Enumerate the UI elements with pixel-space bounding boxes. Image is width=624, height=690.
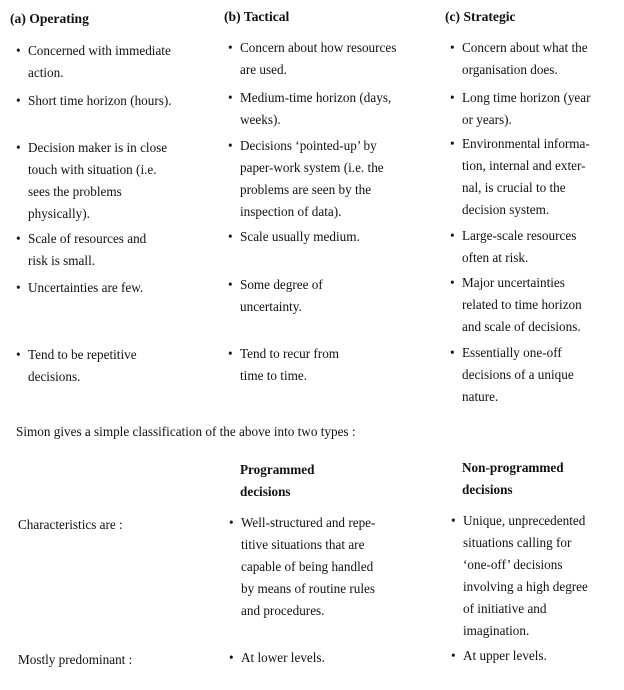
item-line: related to time horizon	[462, 297, 582, 312]
item-line: paper-work system (i.e. the	[240, 160, 384, 175]
characteristics-label: Characteristics are :	[18, 517, 123, 532]
bullet-icon: •	[229, 650, 234, 665]
item-line: sees the problems	[28, 184, 122, 199]
operating-item	[16, 90, 216, 112]
operating-item	[16, 40, 216, 84]
item-line: and scale of decisions.	[462, 319, 581, 334]
simon-intro: Simon gives a simple classification of the above into two types :	[16, 424, 356, 439]
item-line: At upper levels.	[463, 648, 547, 663]
bullet-icon: •	[16, 347, 21, 362]
item-line: inspection of data).	[240, 204, 342, 219]
programmed-predominant	[229, 647, 419, 669]
bullet-icon: •	[450, 90, 455, 105]
strategic-item	[450, 225, 618, 269]
bullet-icon: •	[16, 93, 21, 108]
item-line: Scale usually medium.	[240, 229, 360, 244]
item-line: organisation does.	[462, 62, 558, 77]
item-line: weeks).	[240, 112, 281, 127]
strategic-item	[450, 133, 618, 221]
item-line: involving a high degree	[463, 579, 588, 594]
header-line: decisions	[240, 484, 291, 499]
item-line: Long time horizon (year	[462, 90, 591, 105]
bullet-icon: •	[450, 228, 455, 243]
non-programmed-header	[462, 457, 564, 501]
item-line: Short time horizon (hours).	[28, 93, 172, 108]
bullet-icon: •	[228, 40, 233, 55]
item-line: tion, internal and exter-	[462, 158, 586, 173]
item-line: Large-scale resources	[462, 228, 577, 243]
item-line: imagination.	[463, 623, 530, 638]
item-line: situations calling for	[463, 535, 572, 550]
item-line: decision system.	[462, 202, 550, 217]
header-line: Programmed	[240, 462, 315, 477]
item-line: Concern about what the	[462, 40, 588, 55]
item-line: Concern about how resources	[240, 40, 397, 55]
tactical-item	[228, 135, 418, 223]
item-line: problems are seen by the	[240, 182, 372, 197]
bullet-icon: •	[450, 136, 455, 151]
item-line: of initiative and	[463, 601, 547, 616]
bullet-icon: •	[228, 138, 233, 153]
item-line: Some degree of	[240, 277, 323, 292]
item-line: touch with situation (i.e.	[28, 162, 157, 177]
header-line: Non-programmed	[462, 460, 564, 475]
heading-operating: (a) Operating	[10, 11, 89, 26]
item-line: by means of routine rules	[241, 581, 376, 596]
tactical-item	[228, 274, 418, 318]
item-line: titive situations that are	[241, 537, 365, 552]
programmed-characteristics	[229, 512, 419, 622]
item-line: action.	[28, 65, 64, 80]
item-line: nal, is crucial to the	[462, 180, 566, 195]
bullet-icon: •	[228, 90, 233, 105]
non-programmed-characteristics	[451, 510, 619, 642]
strategic-item	[450, 272, 618, 338]
item-line: decisions of a unique	[462, 367, 574, 382]
item-line: capable of being handled	[241, 559, 374, 574]
item-line: are used.	[240, 62, 287, 77]
header-line: decisions	[462, 482, 513, 497]
bullet-icon: •	[16, 280, 21, 295]
operating-item	[16, 228, 216, 272]
programmed-header	[240, 459, 314, 503]
item-line: Environmental informa-	[462, 136, 590, 151]
item-line: Tend to be repetitive	[28, 347, 137, 362]
bullet-icon: •	[16, 43, 21, 58]
bullet-icon: •	[450, 345, 455, 360]
bullet-icon: •	[450, 275, 455, 290]
bullet-icon: •	[228, 229, 233, 244]
strategic-item	[450, 87, 618, 131]
bullet-icon: •	[451, 648, 456, 663]
tactical-item	[228, 226, 418, 248]
item-line: uncertainty.	[240, 299, 302, 314]
heading-tactical: (b) Tactical	[224, 9, 290, 24]
item-line: Well-structured and repe-	[241, 515, 376, 530]
bullet-icon: •	[229, 515, 234, 530]
tactical-item	[228, 87, 418, 131]
tactical-item	[228, 37, 418, 81]
bullet-icon: •	[228, 277, 233, 292]
operating-item	[16, 277, 216, 299]
bullet-icon: •	[451, 513, 456, 528]
item-line: Uncertainties are few.	[28, 280, 144, 295]
item-line: Tend to recur from	[240, 346, 340, 361]
heading-strategic: (c) Strategic	[445, 9, 516, 24]
item-line: Decisions ‘pointed-up’ by	[240, 138, 377, 153]
item-line: Decision maker is in close	[28, 140, 168, 155]
item-line: ‘one-off’ decisions	[463, 557, 563, 572]
item-line: Unique, unprecedented	[463, 513, 586, 528]
item-line: and procedures.	[241, 603, 325, 618]
item-line: often at risk.	[462, 250, 529, 265]
bullet-icon: •	[16, 140, 21, 155]
item-line: time to time.	[240, 368, 308, 383]
operating-item	[16, 344, 216, 388]
non-programmed-predominant	[451, 645, 619, 667]
item-line: Essentially one-off	[462, 345, 562, 360]
item-line: or years).	[462, 112, 512, 127]
item-line: physically).	[28, 206, 90, 221]
item-line: nature.	[462, 389, 499, 404]
item-line: Concerned with immediate	[28, 43, 171, 58]
predominant-label: Mostly predominant :	[18, 652, 133, 667]
operating-item	[16, 137, 216, 225]
item-line: At lower levels.	[241, 650, 325, 665]
strategic-item	[450, 37, 618, 81]
bullet-icon: •	[450, 40, 455, 55]
item-line: risk is small.	[28, 253, 96, 268]
item-line: decisions.	[28, 369, 81, 384]
strategic-item	[450, 342, 618, 408]
item-line: Medium-time horizon (days,	[240, 90, 392, 105]
bullet-icon: •	[228, 346, 233, 361]
tactical-item	[228, 343, 418, 387]
bullet-icon: •	[16, 231, 21, 246]
item-line: Scale of resources and	[28, 231, 147, 246]
item-line: Major uncertainties	[462, 275, 565, 290]
